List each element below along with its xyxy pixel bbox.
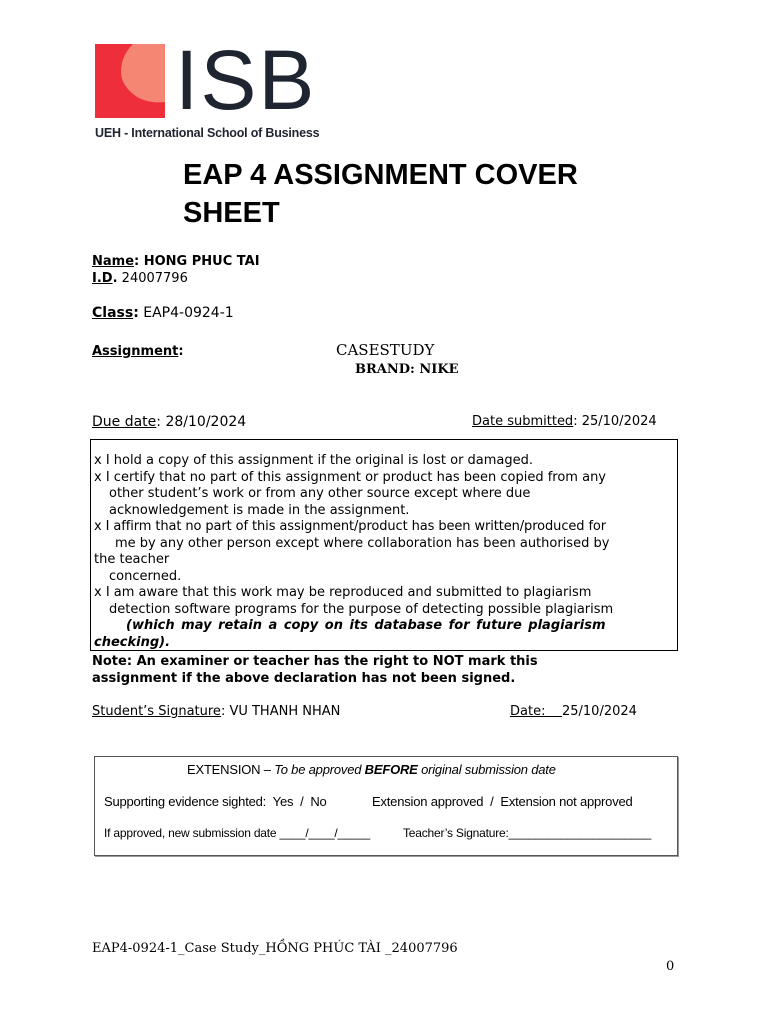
signature-value: VU THANH NHAN (229, 704, 341, 719)
class-value: EAP4-0924-1 (143, 305, 234, 321)
signature-date-row (510, 704, 637, 719)
class-row: Class: EAP4-0924-1 (92, 305, 234, 321)
declaration-line: concerned. (109, 568, 182, 584)
signature-row: Student’s Signature: VU THANH NHAN (92, 704, 341, 719)
declaration-line: x I certify that no part of this assignment or product has been copied from any (94, 469, 607, 485)
declaration-box (90, 439, 678, 651)
signature-date-label: Date: (510, 704, 546, 719)
class-label: Class (92, 305, 134, 321)
isb-logo-letters: ISB (175, 33, 317, 127)
page-title (183, 156, 578, 232)
assignment-value: CASESTUDY (336, 341, 435, 359)
supporting-evidence: Supporting evidence sighted: Yes / No (104, 794, 327, 809)
name-label: Name (92, 254, 135, 269)
note (92, 653, 538, 687)
signature-date-value: 25/10/2024 (561, 704, 637, 719)
id-label: I.D (92, 271, 113, 286)
declaration-line: detection software programs for the purpose of detecting possible plagiarism (109, 601, 614, 617)
declaration-line: x I am aware that this work may be reproduced and submitted to plagiarism (94, 585, 592, 600)
declaration-line: x I hold a copy of this assignment if the original is lost or damaged. (94, 453, 534, 468)
new-submission-date: If approved, new submission date ____/____/_____ (104, 826, 370, 840)
teacher-signature: Teacher’s Signature:______________________ (403, 826, 652, 840)
isb-logo-subtitle: UEH - International School of Business (95, 126, 320, 140)
name-value: HONG PHUC TAI (143, 254, 260, 269)
date-submitted-value: 25/10/2024 (581, 414, 657, 429)
extension-approved: Extension approved / Extension not approved (372, 794, 633, 809)
extension-title: EXTENSION – To be approved BEFORE original submission date (187, 762, 556, 777)
signature-label: Student’s Signature (92, 704, 221, 719)
assignment-label: Assignment (92, 344, 179, 359)
declaration-line: the teacher (94, 552, 170, 567)
page-number: 0 (666, 959, 675, 974)
due-date-row: Due date: 28/10/2024 (92, 414, 247, 430)
id-value: 24007796 (121, 271, 188, 286)
declaration-line: checking). (94, 634, 171, 650)
name-row: Name: HONG PHUC TAI (92, 254, 260, 269)
assignment-brand: BRAND: NIKE (355, 362, 459, 377)
declaration-line: other student’s work or from any other source except where due (109, 486, 531, 501)
due-date-label: Due date (92, 414, 157, 430)
declaration-line: (which may retain a copy on its database for future plagiarism (126, 618, 606, 633)
note-line1: Note: An examiner or teacher has the right to NOT mark this (92, 654, 538, 669)
id-row: I.D. 24007796 (92, 271, 188, 286)
declaration-line: acknowledgement is made in the assignment. (109, 502, 410, 518)
isb-logo-mark (95, 44, 167, 118)
isb-logo (95, 33, 330, 144)
page-title-line1: EAP 4 ASSIGNMENT COVER (183, 159, 578, 191)
declaration-line: me by any other person except where collaboration has been authorised by (115, 535, 610, 551)
date-submitted-label: Date submitted (472, 414, 574, 429)
due-date-value: 28/10/2024 (165, 414, 247, 430)
page-title-line2: SHEET (183, 197, 280, 229)
footer-filename: EAP4-0924-1_Case Study_HỒNG PHÚC TÀI _24007796 (92, 941, 458, 956)
note-line2: assignment if the above declaration has not been signed. (92, 671, 516, 686)
date-submitted-row: Date submitted: 25/10/2024 (472, 414, 657, 429)
declaration-line: x I affirm that no part of this assignment/product has been written/produced for (94, 519, 607, 534)
extension-box (94, 756, 678, 856)
assignment-row: Assignment: (92, 344, 184, 359)
